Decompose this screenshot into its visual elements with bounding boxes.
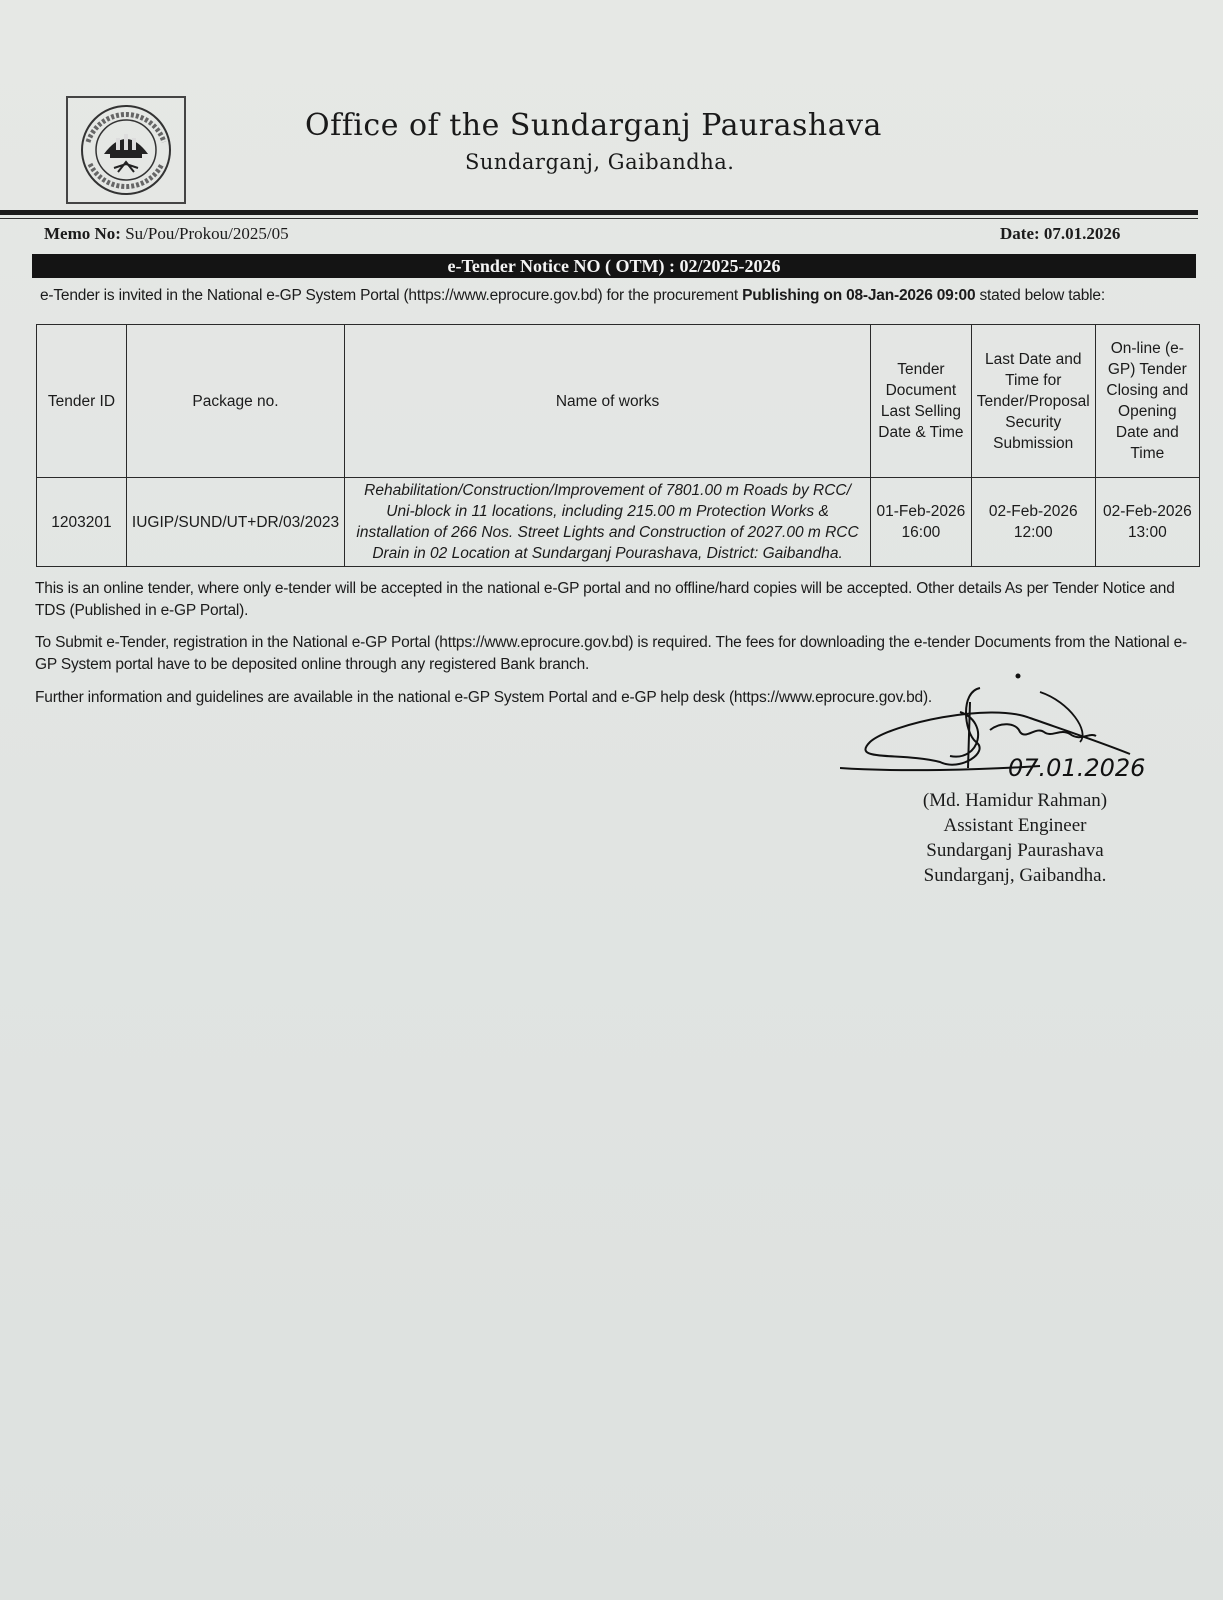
intro-text-after: stated below table: [975,287,1105,304]
signatory-name: (Md. Hamidur Rahman) [922,790,1108,811]
memo-number [44,224,289,244]
paragraph-online-tender: This is an online tender, where only e-tender will be accepted in the national e-GP portal and no offline/hard copies will be accepted. Other details As per Tender Notice and TDS (Published in e-GP Portal). [35,580,1175,619]
signature-date: 07.01.2026 [1008,754,1146,782]
memo-date [1000,224,1120,244]
memo-label: Memo No: [44,224,121,243]
package-no-cell: IUGIP/SUND/UT+DR/03/2023 [126,478,344,567]
notice-title-banner: e-Tender Notice NO ( OTM) : 02/2025-2026 [32,254,1196,278]
header-rule-thin [0,218,1198,219]
date-label: Date: [1000,224,1040,243]
security-submission-cell: 02-Feb-2026 12:00 [971,478,1095,567]
signatory-designation: Assistant Engineer [943,815,1087,836]
seal-box [66,96,186,204]
office-subtitle: Sundarganj, Gaibandha. [465,150,735,174]
signatory-office: Sundarganj Paurashava [926,840,1104,861]
paragraph-further-info: Further information and guidelines are available in the national e-GP System Portal and e-GP help desk (https://www.eprocure.gov.bd). [35,689,933,706]
tender-id-cell: 1203201 [37,478,127,567]
handwritten-signature-icon [840,672,1190,792]
table-header-row [37,325,1200,478]
date-value: 07.01.2026 [1043,224,1121,243]
closing-opening-cell: 02-Feb-2026 13:00 [1095,478,1199,567]
signatory-location: Sundarganj, Gaibandha. [923,865,1107,886]
intro-text-before: e-Tender is invited in the National e-GP System Portal (https://www.eprocure.gov.bd) for the procurement [40,287,743,304]
name-of-works-cell: Rehabilitation/Construction/Improvement of 7801.00 m Roads by RCC/ Uni-block in 11 locations, including 215.00 m Protection Works & installation of 266 Nos. Street Lights and Construction of 2027.00 m RCC Drain in 02 Location at Sundarganj Pourashava, District: Gaibandha. [345,478,871,567]
column-header: On-line (e-GP) Tender Closing and Opening Date and Time [1095,325,1199,478]
tender-table [36,324,1200,567]
column-header: Package no. [126,325,344,478]
header-rule-thick [0,210,1198,215]
last-selling-cell: 01-Feb-2026 16:00 [871,478,972,567]
table-row [37,478,1200,567]
signature-block [905,788,1125,888]
column-header: Tender ID [37,325,127,478]
paragraph-registration: To Submit e-Tender, registration in the National e-GP Portal (https://www.eprocure.gov.bd) is required. The fees for downloading the e-tender Documents from the National e-GP System portal have to be deposited online through any registered Bank branch. [35,634,1187,673]
intro-text [40,287,1105,305]
office-title: Office of the Sundarganj Paurashava [305,108,882,143]
memo-value: Su/Pou/Prokou/2025/05 [125,224,289,243]
column-header: Tender Document Last Selling Date & Time [871,325,972,478]
intro-publishing-date: Publishing on 08-Jan-2026 09:00 [742,287,976,304]
municipal-seal-icon [74,102,178,198]
column-header: Last Date and Time for Tender/Proposal Security Submission [971,325,1095,478]
column-header: Name of works [345,325,871,478]
